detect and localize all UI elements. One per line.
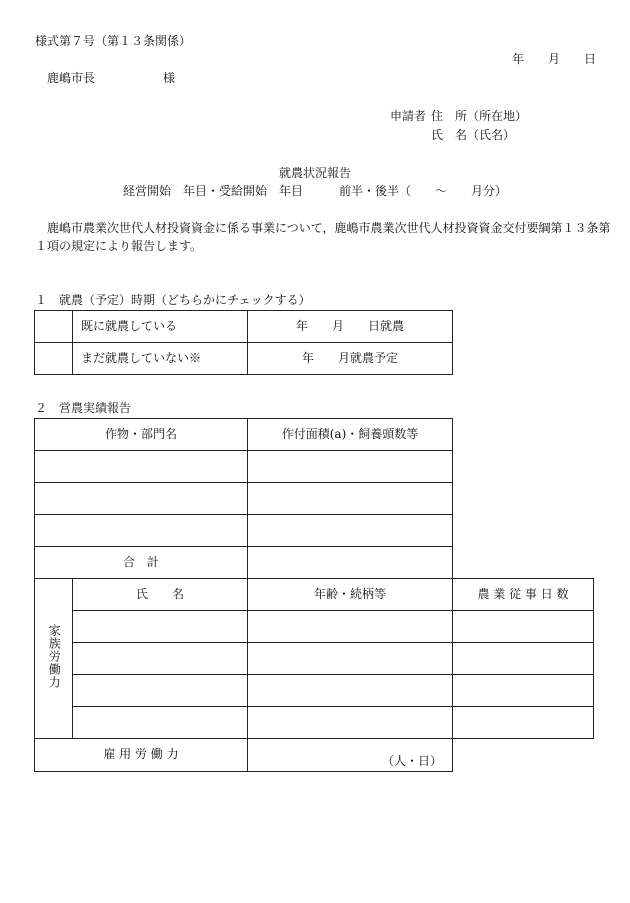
hired-labor-unit: （人・日） bbox=[381, 754, 442, 769]
area-cell[interactable] bbox=[248, 483, 453, 515]
crop-cell[interactable] bbox=[35, 483, 248, 515]
table-row bbox=[35, 579, 594, 611]
table-row bbox=[35, 483, 453, 515]
table-row bbox=[35, 311, 453, 343]
addressee: 鹿嶋市長 bbox=[47, 71, 96, 85]
report-title: 就農状況報告 bbox=[278, 166, 351, 180]
labor-table bbox=[34, 578, 594, 772]
date-field: 年 月 日 bbox=[512, 52, 597, 66]
days-column-header: 農 業 従 事 日 数 bbox=[453, 579, 594, 611]
age-column-header: 年齢・続柄等 bbox=[248, 579, 453, 611]
table-row bbox=[35, 707, 594, 739]
crop-cell[interactable] bbox=[35, 515, 248, 547]
table-row bbox=[35, 547, 453, 579]
intro-line-2: １項の規定により報告します。 bbox=[35, 239, 203, 253]
name-cell[interactable] bbox=[73, 675, 248, 707]
start-date-field[interactable]: 年 月 日就農 bbox=[248, 311, 453, 343]
table-row bbox=[35, 343, 453, 375]
hired-labor-cell[interactable] bbox=[248, 739, 453, 772]
applicant-address: 住 所（所在地） bbox=[431, 109, 528, 123]
total-label: 合 計 bbox=[35, 547, 248, 579]
farming-period-table bbox=[34, 310, 453, 375]
table-row bbox=[35, 643, 594, 675]
applicant-label: 申請者 bbox=[390, 109, 427, 123]
family-labor-label: 家族労働力 bbox=[47, 623, 62, 689]
empty-cell bbox=[453, 739, 594, 772]
area-column-header: 作付面積(a)・飼養頭数等 bbox=[248, 419, 453, 451]
not-yet-farming-label: まだ就農していない※ bbox=[73, 343, 248, 375]
table-row bbox=[35, 515, 453, 547]
family-labor-label-cell bbox=[35, 579, 73, 739]
age-cell[interactable] bbox=[248, 675, 453, 707]
table-row bbox=[35, 419, 453, 451]
table-row bbox=[35, 611, 594, 643]
planned-date-field[interactable]: 年 月就農予定 bbox=[248, 343, 453, 375]
section2-heading: ２ 営農実績報告 bbox=[35, 401, 132, 415]
days-cell[interactable] bbox=[453, 675, 594, 707]
table-row bbox=[35, 451, 453, 483]
area-cell[interactable] bbox=[248, 515, 453, 547]
days-cell[interactable] bbox=[453, 707, 594, 739]
table-row bbox=[35, 675, 594, 707]
name-column-header: 氏 名 bbox=[73, 579, 248, 611]
area-cell[interactable] bbox=[248, 451, 453, 483]
table-row bbox=[35, 739, 594, 772]
form-number: 様式第７号（第１３条関係） bbox=[35, 34, 192, 48]
section1-heading: １ 就農（予定）時期（どちらかにチェックする） bbox=[35, 293, 311, 307]
age-cell[interactable] bbox=[248, 611, 453, 643]
addressee-honorific: 様 bbox=[163, 71, 176, 85]
days-cell[interactable] bbox=[453, 611, 594, 643]
crop-column-header: 作物・部門名 bbox=[35, 419, 248, 451]
already-farming-label: 既に就農している bbox=[73, 311, 248, 343]
name-cell[interactable] bbox=[73, 643, 248, 675]
total-cell[interactable] bbox=[248, 547, 453, 579]
hired-labor-label: 雇 用 労 働 力 bbox=[35, 739, 248, 772]
name-cell[interactable] bbox=[73, 707, 248, 739]
crop-table bbox=[34, 418, 453, 579]
intro-line-1: 鹿嶋市農業次世代人材投資資金に係る事業について，鹿嶋市農業次世代人材投資資金交付要綱第１３条第 bbox=[47, 221, 611, 235]
name-cell[interactable] bbox=[73, 611, 248, 643]
check-box-2[interactable] bbox=[35, 343, 73, 375]
applicant-name: 氏 名（氏名） bbox=[431, 128, 516, 142]
check-box-1[interactable] bbox=[35, 311, 73, 343]
report-period: 経営開始 年目・受給開始 年目 前半・後半（ ～ 月分） bbox=[122, 184, 507, 198]
crop-cell[interactable] bbox=[35, 451, 248, 483]
age-cell[interactable] bbox=[248, 707, 453, 739]
days-cell[interactable] bbox=[453, 643, 594, 675]
age-cell[interactable] bbox=[248, 643, 453, 675]
